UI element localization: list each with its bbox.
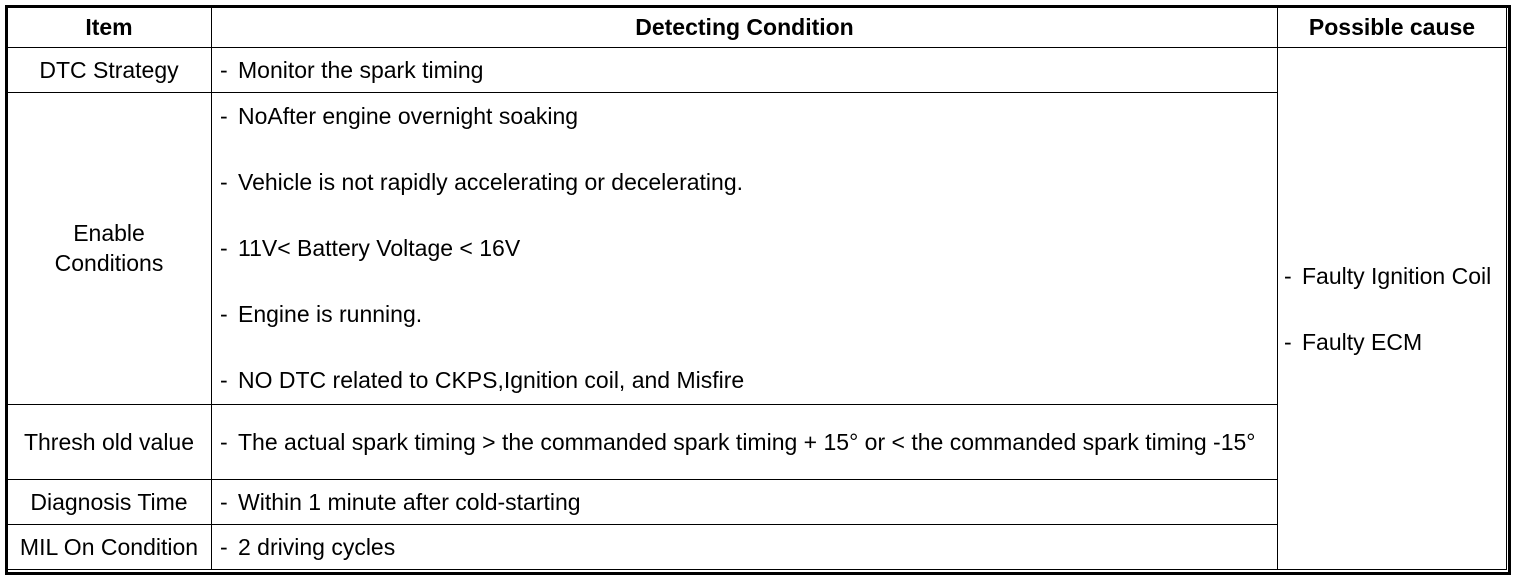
condition-diagnosis-time bbox=[212, 479, 1278, 524]
bullet-dash: - bbox=[220, 235, 228, 262]
cause-list bbox=[1284, 261, 1500, 357]
table-row-dtc-strategy bbox=[7, 48, 1507, 93]
item-threshold-value: Thresh old value bbox=[7, 404, 212, 479]
condition-text: Monitor the spark timing bbox=[238, 57, 484, 84]
bullet-dash: - bbox=[220, 301, 228, 328]
list-item bbox=[220, 299, 1269, 329]
list-item bbox=[220, 167, 1269, 197]
condition-text: The actual spark timing > the commanded spark timing + 15° or < the commanded spark timing -15° bbox=[238, 428, 1256, 455]
bullet-dash: - bbox=[220, 103, 228, 130]
bullet-dash: - bbox=[1284, 328, 1292, 355]
condition-text: Vehicle is not rapidly accelerating or decelerating. bbox=[238, 169, 744, 196]
condition-text: NO DTC related to CKPS,Ignition coil, and Misfire bbox=[238, 367, 745, 394]
bullet-dash: - bbox=[220, 57, 228, 84]
possible-cause-cell bbox=[1278, 48, 1507, 570]
dtc-table bbox=[6, 6, 1507, 570]
item-enable-line2: Conditions bbox=[54, 250, 164, 277]
list-item bbox=[220, 101, 1269, 131]
header-possible-cause: Possible cause bbox=[1278, 7, 1507, 48]
condition-text: NoAfter engine overnight soaking bbox=[238, 103, 579, 130]
condition-text: 2 driving cycles bbox=[238, 533, 396, 560]
condition-enable-conditions bbox=[212, 93, 1278, 405]
bullet-dash: - bbox=[220, 488, 228, 515]
list-item bbox=[220, 233, 1269, 263]
bullet-dash: - bbox=[220, 428, 228, 455]
item-diagnosis-time: Diagnosis Time bbox=[7, 479, 212, 524]
bullet-dash: - bbox=[220, 533, 228, 560]
condition-text: Engine is running. bbox=[238, 301, 423, 328]
item-mil-on-condition: MIL On Condition bbox=[7, 524, 212, 569]
item-enable-line1: Enable bbox=[73, 220, 145, 247]
condition-text: 11V< Battery Voltage < 16V bbox=[238, 235, 521, 262]
item-enable-conditions bbox=[7, 93, 212, 405]
bullet-dash: - bbox=[220, 367, 228, 394]
header-row bbox=[7, 7, 1507, 48]
bullet-dash: - bbox=[220, 169, 228, 196]
enable-condition-list bbox=[220, 101, 1269, 395]
condition-mil-on-condition bbox=[212, 524, 1278, 569]
header-item: Item bbox=[7, 7, 212, 48]
cause-item bbox=[1284, 327, 1500, 357]
list-item bbox=[220, 365, 1269, 395]
bullet-dash: - bbox=[1284, 262, 1292, 289]
cause-item bbox=[1284, 261, 1500, 291]
condition-dtc-strategy bbox=[212, 48, 1278, 93]
header-detecting-condition: Detecting Condition bbox=[212, 7, 1278, 48]
condition-threshold-value bbox=[212, 404, 1278, 479]
cause-text: Faulty ECM bbox=[1302, 328, 1423, 355]
condition-text: Within 1 minute after cold-starting bbox=[238, 488, 581, 515]
cause-text: Faulty Ignition Coil bbox=[1302, 262, 1492, 289]
item-dtc-strategy: DTC Strategy bbox=[7, 48, 212, 93]
